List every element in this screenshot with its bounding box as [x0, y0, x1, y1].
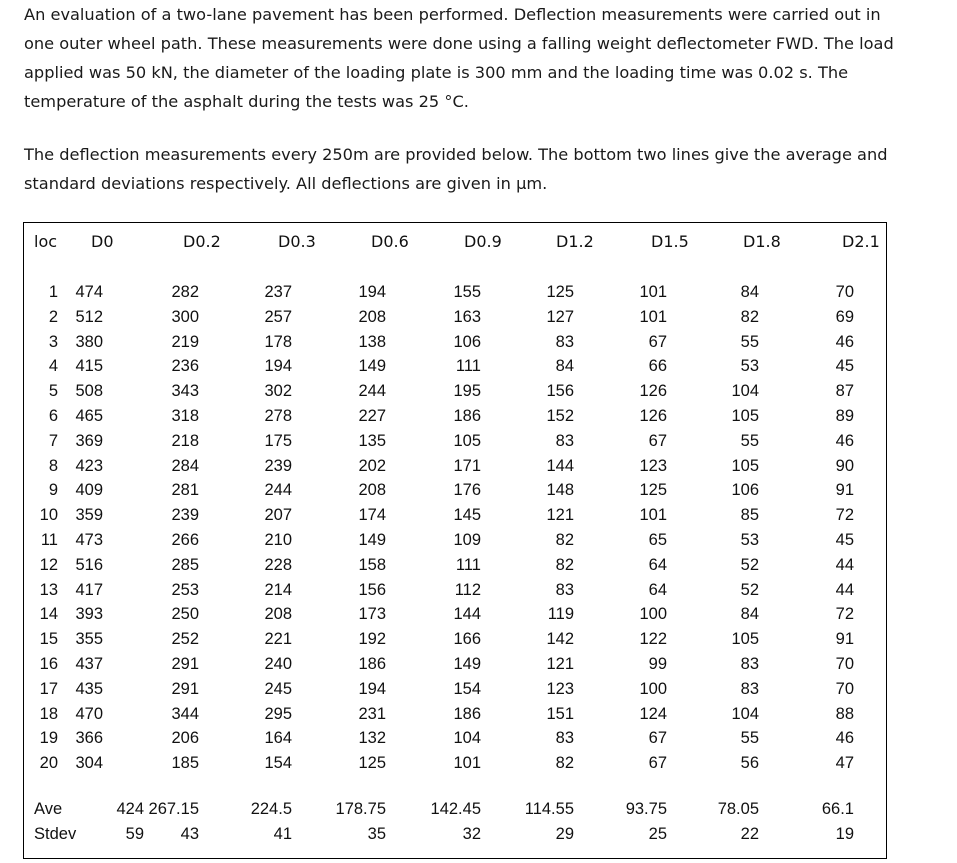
- table-cell: 318: [171, 406, 199, 425]
- table-cell: 66.1: [821, 800, 854, 818]
- table-cell: 93.75: [625, 800, 667, 818]
- table-cell: 15: [39, 630, 58, 649]
- table-cell: 46: [835, 729, 854, 748]
- table-cell: 53: [740, 530, 759, 549]
- table-row: [24, 379, 886, 404]
- table-row: [24, 751, 886, 776]
- table-cell: 7: [48, 431, 58, 450]
- table-cell: 9: [48, 481, 58, 500]
- table-cell: 67: [648, 431, 667, 450]
- table-cell: 100: [639, 679, 667, 698]
- table-cell: 231: [358, 704, 386, 723]
- table-row: [24, 280, 886, 305]
- table-cell: 53: [740, 357, 759, 376]
- table-cell: 206: [171, 729, 199, 748]
- table-row: [24, 652, 886, 677]
- table-cell: 67: [648, 729, 667, 748]
- column-header-d1-8: D1.8: [743, 232, 781, 251]
- table-cell: 135: [358, 431, 386, 450]
- table-cell: 45: [835, 357, 854, 376]
- table-cell: 125: [358, 754, 386, 773]
- table-cell: 105: [453, 431, 481, 450]
- table-cell: 14: [39, 605, 58, 624]
- table-cell: 3: [48, 332, 58, 351]
- table-cell: 127: [546, 307, 574, 326]
- table-cell: 10: [39, 506, 58, 525]
- table-cell: 112: [454, 580, 481, 599]
- table-cell: 155: [453, 283, 481, 301]
- table-cell: 72: [835, 506, 854, 525]
- column-header-d0-3: D0.3: [278, 232, 316, 251]
- table-cell: 65: [648, 530, 667, 549]
- table-row: [24, 330, 886, 355]
- table-cell: 111: [455, 555, 481, 574]
- table-cell: 83: [555, 431, 574, 450]
- table-cell: 302: [264, 382, 292, 401]
- table-cell: 173: [358, 605, 386, 624]
- table-cell: 55: [740, 431, 759, 450]
- table-cell: 148: [546, 481, 574, 500]
- table-cell: 149: [358, 530, 386, 549]
- table-cell: 465: [75, 406, 103, 425]
- table-cell: 99: [648, 654, 667, 673]
- table-cell: 163: [453, 307, 481, 326]
- table-cell: 100: [639, 605, 667, 624]
- table-cell: 5: [48, 382, 58, 401]
- table-row: [24, 578, 886, 603]
- table-cell: 366: [75, 729, 103, 748]
- table-cell: 64: [648, 580, 667, 599]
- table-cell: 304: [75, 754, 103, 773]
- table-cell: 124: [639, 704, 667, 723]
- table-cell: 253: [171, 580, 199, 599]
- table-row: [24, 528, 886, 553]
- table-cell: 64: [648, 555, 667, 574]
- table-cell: 164: [264, 729, 292, 748]
- table-cell: 174: [358, 506, 386, 525]
- table-cell: 101: [639, 307, 667, 326]
- stdev-row: [24, 822, 886, 847]
- table-cell: 257: [264, 307, 292, 326]
- table-cell: 101: [639, 506, 667, 525]
- column-header-d2-1: D2.1: [842, 232, 880, 251]
- table-cell: 300: [171, 307, 199, 326]
- table-cell: 214: [264, 580, 292, 599]
- table-cell: 175: [264, 431, 292, 450]
- table-cell: 90: [835, 456, 854, 475]
- table-cell: 508: [75, 382, 103, 401]
- table-cell: 122: [639, 630, 667, 649]
- table-cell: 67: [648, 754, 667, 773]
- table-cell: 424: [116, 800, 144, 818]
- table-cell: 237: [264, 283, 292, 301]
- table-cell: 114.55: [524, 800, 574, 818]
- table-cell: 171: [453, 456, 481, 475]
- table-cell: 227: [358, 406, 386, 425]
- table-cell: 210: [264, 530, 292, 549]
- table-cell: 281: [171, 481, 199, 500]
- table-cell: 239: [171, 506, 199, 525]
- intro-paragraph-2: The deflection measurements every 250m are provided below. The bottom two lines give the average and standard deviations respectively. All deflections are given in µm.: [24, 145, 888, 193]
- table-cell: 186: [453, 704, 481, 723]
- table-cell: 1: [48, 283, 58, 301]
- table-cell: 123: [546, 679, 574, 698]
- table-cell: 82: [555, 754, 574, 773]
- table-cell: 87: [835, 382, 854, 401]
- table-cell: 239: [264, 456, 292, 475]
- table-cell: 69: [835, 307, 854, 326]
- table-cell: 83: [740, 679, 759, 698]
- table-cell: 178: [264, 332, 292, 351]
- column-header-d0-6: D0.6: [371, 232, 409, 251]
- table-cell: 82: [555, 555, 574, 574]
- table-cell: 149: [358, 357, 386, 376]
- table-cell: 244: [358, 382, 386, 401]
- table-summary: [24, 797, 886, 847]
- table-cell: 154: [453, 679, 481, 698]
- table-cell: 84: [740, 283, 759, 301]
- table-cell: 224.5: [250, 800, 292, 818]
- column-header-loc: loc: [34, 232, 58, 251]
- table-cell: 267.15: [148, 800, 199, 818]
- table-row: [24, 354, 886, 379]
- table-cell: 149: [453, 654, 481, 673]
- table-cell: 25: [648, 824, 667, 843]
- table-cell: 41: [273, 824, 292, 843]
- table-cell: 18: [39, 704, 58, 723]
- table-cell: 91: [835, 481, 854, 500]
- table-row: [24, 305, 886, 330]
- table-cell: 78.05: [717, 800, 759, 818]
- table-cell: 55: [740, 332, 759, 351]
- table-cell: 208: [358, 481, 386, 500]
- table-cell: 59: [125, 824, 144, 843]
- table-cell: 151: [546, 704, 574, 723]
- table-cell: 45: [835, 530, 854, 549]
- table-cell: 4: [48, 357, 58, 376]
- table-cell: 194: [358, 283, 386, 301]
- table-cell: 29: [555, 824, 574, 843]
- table-cell: 84: [555, 357, 574, 376]
- table-cell: 121: [546, 654, 574, 673]
- table-cell: 44: [835, 555, 854, 574]
- table-cell: 47: [835, 754, 854, 773]
- table-cell: 109: [453, 530, 481, 549]
- table-cell: 101: [453, 754, 481, 773]
- table-cell: 52: [740, 555, 759, 574]
- table-cell: 240: [264, 654, 292, 673]
- table-cell: 219: [171, 332, 199, 351]
- column-header-d0-9: D0.9: [464, 232, 502, 251]
- table-cell: 178.75: [335, 800, 386, 818]
- column-header-d1-2: D1.2: [556, 232, 594, 251]
- table-cell: 437: [75, 654, 103, 673]
- table-row: [24, 726, 886, 751]
- table-cell: 104: [453, 729, 481, 748]
- table-row: [24, 627, 886, 652]
- table-cell: 56: [740, 754, 759, 773]
- table-cell: 22: [740, 824, 759, 843]
- table-cell: 417: [75, 580, 103, 599]
- column-header-d0-2: D0.2: [183, 232, 221, 251]
- summary-label: Stdev: [34, 824, 77, 843]
- table-cell: 104: [731, 704, 759, 723]
- table-cell: 17: [39, 679, 58, 698]
- table-cell: 176: [453, 481, 481, 500]
- table-cell: 66: [648, 357, 667, 376]
- table-cell: 111: [455, 357, 481, 376]
- table-cell: 245: [264, 679, 292, 698]
- table-row: [24, 503, 886, 528]
- table-cell: 43: [180, 824, 199, 843]
- table-cell: 192: [358, 630, 386, 649]
- deflection-table: [23, 222, 887, 859]
- table-cell: 55: [740, 729, 759, 748]
- table-cell: 13: [39, 580, 58, 599]
- table-cell: 83: [555, 332, 574, 351]
- table-cell: 423: [75, 456, 103, 475]
- table-cell: 415: [75, 357, 103, 376]
- table-row: [24, 553, 886, 578]
- table-cell: 91: [835, 630, 854, 649]
- table-row: [24, 404, 886, 429]
- table-cell: 152: [546, 406, 574, 425]
- table-cell: 156: [546, 382, 574, 401]
- table-cell: 284: [171, 456, 199, 475]
- table-cell: 343: [171, 382, 199, 401]
- table-cell: 369: [75, 431, 103, 450]
- table-cell: 121: [546, 506, 574, 525]
- table-cell: 83: [555, 729, 574, 748]
- table-cell: 19: [39, 729, 58, 748]
- table-cell: 221: [264, 630, 292, 649]
- table-cell: 85: [740, 506, 759, 525]
- column-header-d0: D0: [91, 232, 114, 251]
- table-cell: 380: [75, 332, 103, 351]
- table-cell: 132: [358, 729, 386, 748]
- table-cell: 142: [546, 630, 574, 649]
- table-cell: 105: [731, 406, 759, 425]
- table-cell: 101: [639, 283, 667, 301]
- table-cell: 359: [75, 506, 103, 525]
- table-cell: 202: [358, 456, 386, 475]
- table-cell: 208: [358, 307, 386, 326]
- table-cell: 470: [75, 704, 103, 723]
- table-cell: 126: [639, 382, 667, 401]
- table-cell: 32: [462, 824, 481, 843]
- table-cell: 11: [40, 530, 58, 549]
- table-cell: 138: [358, 332, 386, 351]
- table-cell: 512: [75, 307, 103, 326]
- table-cell: 473: [75, 530, 103, 549]
- table-cell: 250: [171, 605, 199, 624]
- table-cell: 35: [367, 824, 386, 843]
- table-cell: 89: [835, 406, 854, 425]
- table-cell: 123: [639, 456, 667, 475]
- summary-label: Ave: [34, 800, 63, 818]
- table-cell: 409: [75, 481, 103, 500]
- table-cell: 70: [835, 679, 854, 698]
- table-cell: 185: [171, 754, 199, 773]
- table-cell: 88: [835, 704, 854, 723]
- table-cell: 236: [171, 357, 199, 376]
- table-cell: 67: [648, 332, 667, 351]
- table-cell: 125: [639, 481, 667, 500]
- average-row: [24, 797, 886, 822]
- table-cell: 244: [264, 481, 292, 500]
- table-cell: 44: [835, 580, 854, 599]
- table-cell: 166: [453, 630, 481, 649]
- table-cell: 83: [555, 580, 574, 599]
- table-cell: 228: [264, 555, 292, 574]
- table-cell: 435: [75, 679, 103, 698]
- table-cell: 105: [731, 456, 759, 475]
- table-cell: 125: [546, 283, 574, 301]
- table-cell: 194: [358, 679, 386, 698]
- column-header-d1-5: D1.5: [651, 232, 689, 251]
- table-cell: 344: [171, 704, 199, 723]
- table-cell: 105: [731, 630, 759, 649]
- table-cell: 208: [264, 605, 292, 624]
- table-cell: 6: [48, 406, 58, 425]
- table-row: [24, 478, 886, 503]
- table-cell: 144: [453, 605, 481, 624]
- table-cell: 16: [39, 654, 58, 673]
- table-cell: 278: [264, 406, 292, 425]
- table-row: [24, 602, 886, 627]
- table-row: [24, 454, 886, 479]
- table-cell: 20: [39, 754, 58, 773]
- table-cell: 119: [547, 605, 574, 624]
- table-cell: 83: [740, 654, 759, 673]
- table-cell: 12: [39, 555, 58, 574]
- table-cell: 2: [48, 307, 58, 326]
- table-row: [24, 702, 886, 727]
- table-row: [24, 429, 886, 454]
- table-cell: 186: [358, 654, 386, 673]
- table-cell: 186: [453, 406, 481, 425]
- table-cell: 144: [546, 456, 574, 475]
- table-cell: 355: [75, 630, 103, 649]
- table-cell: 474: [75, 283, 103, 301]
- table-cell: 291: [171, 679, 199, 698]
- table-cell: 82: [740, 307, 759, 326]
- table-cell: 19: [835, 824, 854, 843]
- table-cell: 106: [453, 332, 481, 351]
- table-cell: 285: [171, 555, 199, 574]
- table-cell: 8: [48, 456, 58, 475]
- table-cell: 70: [835, 654, 854, 673]
- table-body: [24, 280, 886, 776]
- table-cell: 52: [740, 580, 759, 599]
- table-cell: 218: [171, 431, 199, 450]
- table-cell: 70: [835, 283, 854, 301]
- table-cell: 266: [171, 530, 199, 549]
- table-cell: 154: [264, 754, 292, 773]
- table-cell: 156: [358, 580, 386, 599]
- table-cell: 145: [453, 506, 481, 525]
- table-cell: 46: [835, 431, 854, 450]
- intro-paragraph-1: An evaluation of a two-lane pavement has been performed. Deflection measurements were carried out in one outer wheel path. These measurements were done using a falling weight deflectometer FWD. The load applied was 50 kN, the diameter of the loading plate is 300 mm and the loading time was 0.02 s. The temperature of the asphalt during the tests was 25 °C.: [24, 5, 894, 111]
- table-cell: 194: [264, 357, 292, 376]
- table-cell: 158: [358, 555, 386, 574]
- table-row: [24, 677, 886, 702]
- table-cell: 295: [264, 704, 292, 723]
- table-cell: 207: [264, 506, 292, 525]
- table-cell: 104: [731, 382, 759, 401]
- table-cell: 252: [171, 630, 199, 649]
- table-cell: 142.45: [430, 800, 481, 818]
- table-cell: 291: [171, 654, 199, 673]
- table-cell: 72: [835, 605, 854, 624]
- table-cell: 282: [171, 283, 199, 301]
- table-cell: 82: [555, 530, 574, 549]
- table-cell: 195: [453, 382, 481, 401]
- table-cell: 126: [639, 406, 667, 425]
- table-cell: 84: [740, 605, 759, 624]
- table-cell: 106: [731, 481, 759, 500]
- table-cell: 46: [835, 332, 854, 351]
- table-cell: 516: [75, 555, 103, 574]
- table-cell: 393: [75, 605, 103, 624]
